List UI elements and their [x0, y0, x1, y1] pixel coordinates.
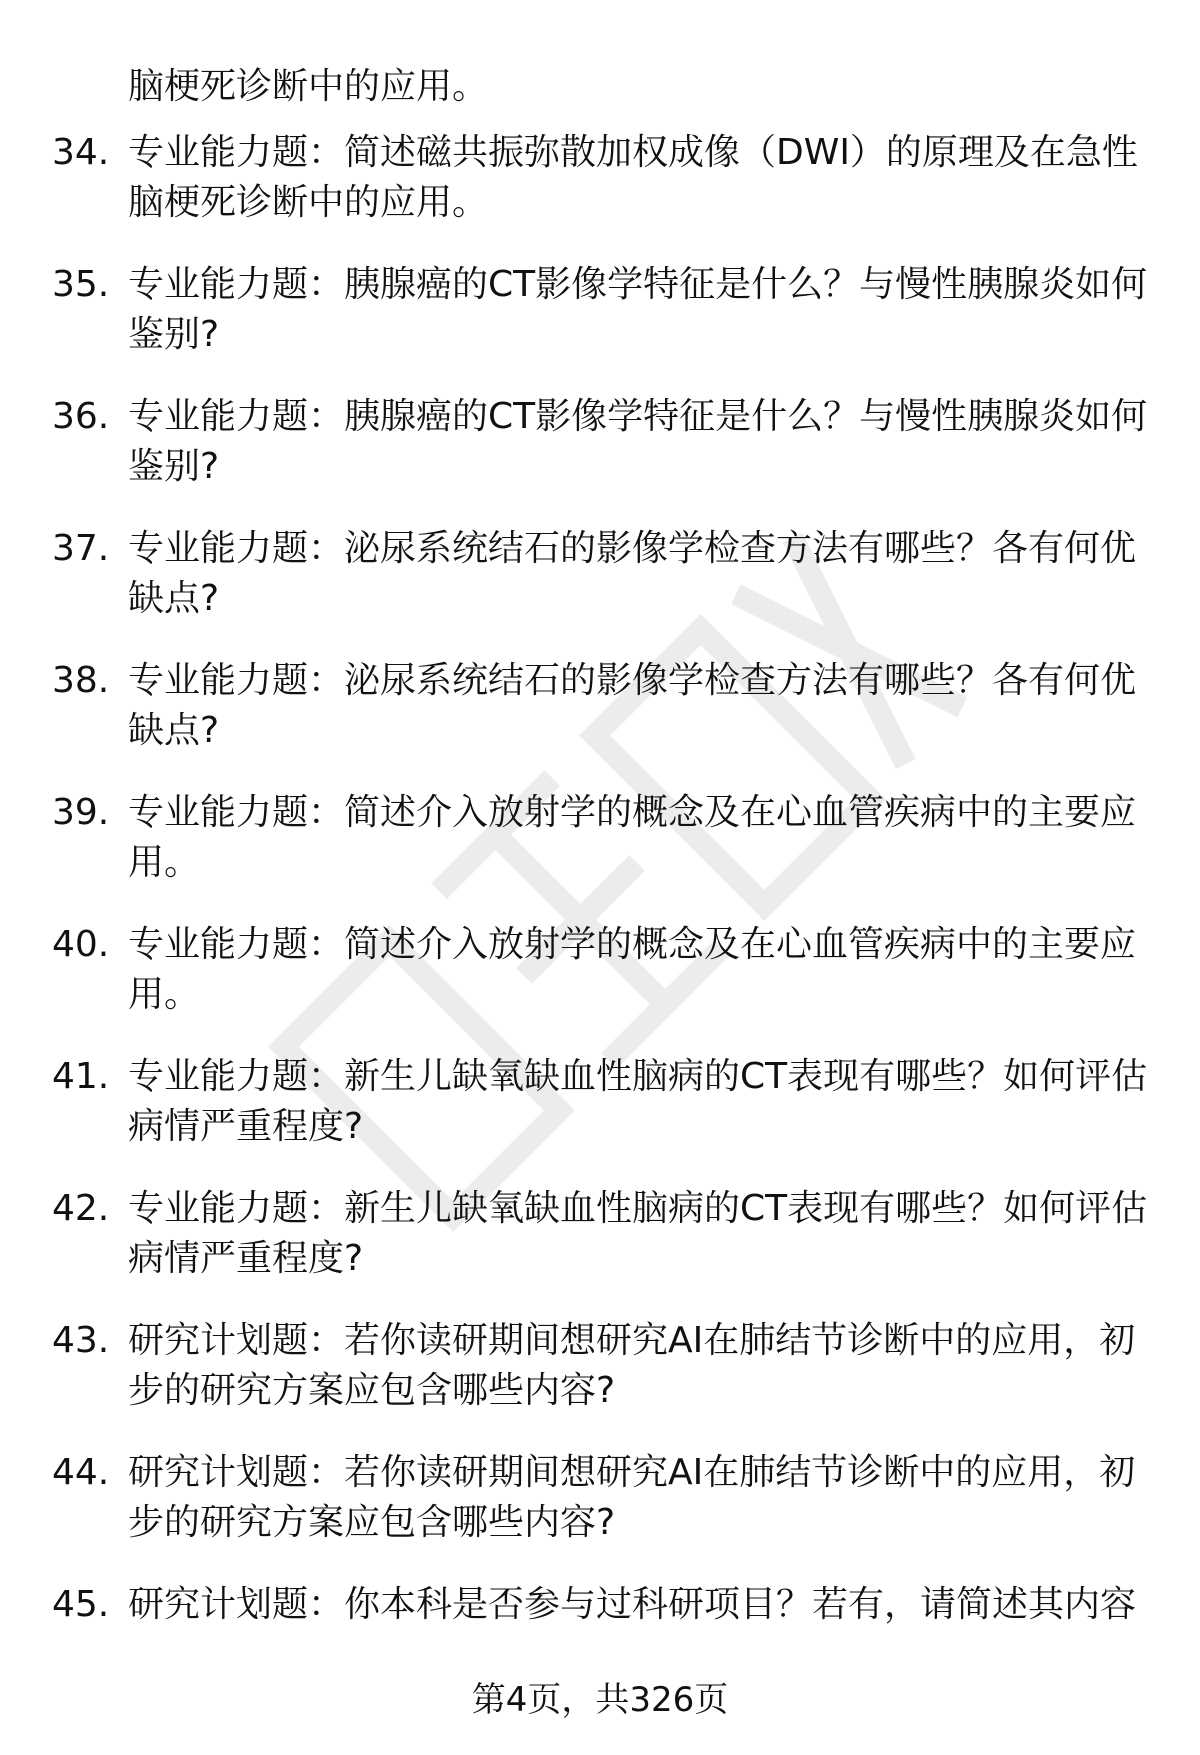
question-item: [0, 920, 1200, 1052]
question-item: [0, 260, 1200, 392]
question-number: 42.: [52, 1188, 110, 1229]
question-number: 37.: [52, 528, 110, 569]
question-number: 39.: [52, 792, 110, 833]
question-item: [0, 1316, 1200, 1448]
question-line: 脑梗死诊断中的应用。: [128, 182, 489, 223]
question-number: 38.: [52, 660, 110, 701]
question-number: 43.: [52, 1320, 110, 1361]
question-number: 45.: [52, 1584, 110, 1625]
question-line: 专业能力题：胰腺癌的CT影像学特征是什么？与慢性胰腺炎如何: [128, 264, 1148, 305]
question-number: 44.: [52, 1452, 110, 1493]
question-line: 专业能力题：新生儿缺氧缺血性脑病的CT表现有哪些？如何评估: [128, 1056, 1148, 1097]
question-line: 病情严重程度?: [128, 1106, 364, 1147]
question-line: 鉴别?: [128, 446, 220, 487]
question-line: 专业能力题：新生儿缺氧缺血性脑病的CT表现有哪些？如何评估: [128, 1188, 1148, 1229]
question-line: 病情严重程度?: [128, 1238, 364, 1279]
question-line: 研究计划题：你本科是否参与过科研项目？若有，请简述其内容: [128, 1584, 1137, 1625]
question-item: [0, 1448, 1200, 1580]
question-line: 鉴别?: [128, 314, 220, 355]
question-line: 研究计划题：若你读研期间想研究AI在肺结节诊断中的应用，初: [128, 1452, 1136, 1493]
question-list: [0, 128, 1200, 1712]
question-item: [0, 788, 1200, 920]
page-footer: 第4页，共326页: [471, 1680, 729, 1720]
question-text: [128, 1580, 1158, 1630]
question-line: 步的研究方案应包含哪些内容?: [128, 1502, 616, 1543]
question-line: 专业能力题：胰腺癌的CT影像学特征是什么？与慢性胰腺炎如何: [128, 396, 1148, 437]
question-text: [128, 524, 1158, 624]
question-text: [128, 1448, 1158, 1548]
question-number: 34.: [52, 132, 110, 173]
question-line: 专业能力题：泌尿系统结石的影像学检查方法有哪些？各有何优: [128, 660, 1137, 701]
question-text: [128, 260, 1158, 360]
question-item: [0, 128, 1200, 260]
question-text: [128, 1052, 1158, 1152]
question-line: 研究计划题：若你读研期间想研究AI在肺结节诊断中的应用，初: [128, 1320, 1136, 1361]
question-item: [0, 1052, 1200, 1184]
question-line: 缺点?: [128, 578, 220, 619]
question-item: [0, 1184, 1200, 1316]
question-number: 40.: [52, 924, 110, 965]
question-text: [128, 1184, 1158, 1284]
question-text: [128, 392, 1158, 492]
question-line: 用。: [128, 974, 201, 1015]
question-text: [128, 920, 1158, 1020]
question-line: 步的研究方案应包含哪些内容?: [128, 1370, 616, 1411]
question-text: [128, 656, 1158, 756]
question-line: 缺点?: [128, 710, 220, 751]
question-item: [0, 656, 1200, 788]
question-number: 35.: [52, 264, 110, 305]
question-line: 专业能力题：泌尿系统结石的影像学检查方法有哪些？各有何优: [128, 528, 1137, 569]
question-line: 专业能力题：简述磁共振弥散加权成像（DWI）的原理及在急性: [128, 132, 1138, 173]
question-number: 41.: [52, 1056, 110, 1097]
question-text: [128, 128, 1158, 228]
question-text: [128, 1316, 1158, 1416]
question-text: [128, 788, 1158, 888]
question-line: 专业能力题：简述介入放射学的概念及在心血管疾病中的主要应: [128, 792, 1137, 833]
question-line: 专业能力题：简述介入放射学的概念及在心血管疾病中的主要应: [128, 924, 1137, 965]
question-item: [0, 392, 1200, 524]
question-item: [0, 524, 1200, 656]
continuation-line: 脑梗死诊断中的应用。: [128, 66, 489, 107]
question-line: 用。: [128, 842, 201, 883]
question-number: 36.: [52, 396, 110, 437]
